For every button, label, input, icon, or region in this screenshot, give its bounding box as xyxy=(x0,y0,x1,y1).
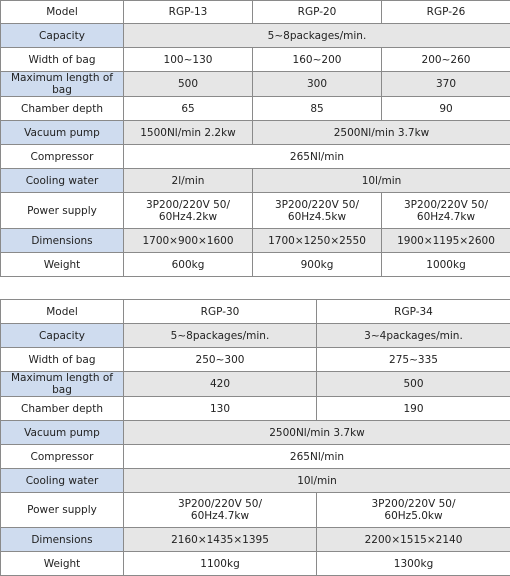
table-cell: 130 xyxy=(124,397,317,421)
table-cell: 200~260 xyxy=(382,48,510,72)
table-cell: 85 xyxy=(253,97,382,121)
spec-table-rgp-13-20-26 xyxy=(0,0,510,277)
table-cell: 3P200/220V 50/ 60Hz5.0kw xyxy=(317,493,510,528)
table-cell: 265Nl/min xyxy=(124,445,510,469)
table-cell: 600kg xyxy=(124,253,253,277)
table-cell: 10l/min xyxy=(124,469,510,493)
row-label-chamber-depth: Chamber depth xyxy=(1,97,124,121)
table-row xyxy=(1,469,510,493)
table-cell: 65 xyxy=(124,97,253,121)
row-label-compressor: Compressor xyxy=(1,445,124,469)
table-row xyxy=(1,48,510,72)
table-cell: 5~8packages/min. xyxy=(124,324,317,348)
table-cell: 500 xyxy=(124,72,253,97)
table-cell: 500 xyxy=(317,372,510,397)
table-cell: 265Nl/min xyxy=(124,145,510,169)
header-model-label: Model xyxy=(1,1,124,24)
row-label-chamber-depth: Chamber depth xyxy=(1,397,124,421)
table-cell: 2200×1515×2140 xyxy=(317,528,510,552)
table-row xyxy=(1,493,510,528)
table-cell: 1700×1250×2550 xyxy=(253,229,382,253)
row-label-power-supply: Power supply xyxy=(1,193,124,229)
table-cell: 2500Nl/min 3.7kw xyxy=(253,121,510,145)
table-cell: 10l/min xyxy=(253,169,510,193)
row-label-compressor: Compressor xyxy=(1,145,124,169)
header-model-rgp-13: RGP-13 xyxy=(124,1,253,24)
table-cell: 3~4packages/min. xyxy=(317,324,510,348)
table-cell: 3P200/220V 50/ 60Hz4.2kw xyxy=(124,193,253,229)
table-row xyxy=(1,324,510,348)
table-row xyxy=(1,528,510,552)
table-cell: 1000kg xyxy=(382,253,510,277)
table-header-row xyxy=(1,1,510,24)
table-cell: 900kg xyxy=(253,253,382,277)
table-cell: 100~130 xyxy=(124,48,253,72)
spec-table-rgp-30-34 xyxy=(0,299,510,576)
table-cell: 90 xyxy=(382,97,510,121)
row-label-capacity: Capacity xyxy=(1,24,124,48)
table-row xyxy=(1,397,510,421)
row-label-dimensions: Dimensions xyxy=(1,229,124,253)
header-model-rgp-30: RGP-30 xyxy=(124,300,317,324)
header-model-rgp-20: RGP-20 xyxy=(253,1,382,24)
table-cell: 190 xyxy=(317,397,510,421)
table-cell: 1500Nl/min 2.2kw xyxy=(124,121,253,145)
table-row xyxy=(1,72,510,97)
table-row xyxy=(1,24,510,48)
table-cell: 2160×1435×1395 xyxy=(124,528,317,552)
row-label-maximum-length-of-bag: Maximum length of bag xyxy=(1,372,124,397)
header-model-rgp-34: RGP-34 xyxy=(317,300,510,324)
table-row xyxy=(1,145,510,169)
row-label-weight: Weight xyxy=(1,253,124,277)
table-row xyxy=(1,421,510,445)
table-row xyxy=(1,193,510,229)
table-cell: 2l/min xyxy=(124,169,253,193)
row-label-power-supply: Power supply xyxy=(1,493,124,528)
capacity-value: 5~8packages/min. xyxy=(124,24,510,48)
table-cell: 420 xyxy=(124,372,317,397)
table-row xyxy=(1,97,510,121)
table-cell: 1900×1195×2600 xyxy=(382,229,510,253)
table-cell: 300 xyxy=(253,72,382,97)
header-model-rgp-26: RGP-26 xyxy=(382,1,510,24)
table-cell: 275~335 xyxy=(317,348,510,372)
row-label-maximum-length-of-bag: Maximum length of bag xyxy=(1,72,124,97)
table-row xyxy=(1,445,510,469)
table-row xyxy=(1,121,510,145)
row-label-capacity: Capacity xyxy=(1,324,124,348)
table-cell: 370 xyxy=(382,72,510,97)
table-cell: 3P200/220V 50/ 60Hz4.5kw xyxy=(253,193,382,229)
table-cell: 2500Nl/min 3.7kw xyxy=(124,421,510,445)
table-cell: 3P200/220V 50/ 60Hz4.7kw xyxy=(382,193,510,229)
table-row xyxy=(1,372,510,397)
table-cell: 250~300 xyxy=(124,348,317,372)
table-row xyxy=(1,348,510,372)
table-cell: 1700×900×1600 xyxy=(124,229,253,253)
header-model-label: Model xyxy=(1,300,124,324)
row-label-cooling-water: Cooling water xyxy=(1,169,124,193)
table-cell: 160~200 xyxy=(253,48,382,72)
row-label-width-of-bag: Width of bag xyxy=(1,48,124,72)
table-cell: 1300kg xyxy=(317,552,510,576)
table-row xyxy=(1,552,510,576)
row-label-cooling-water: Cooling water xyxy=(1,469,124,493)
row-label-weight: Weight xyxy=(1,552,124,576)
table-cell: 3P200/220V 50/ 60Hz4.7kw xyxy=(124,493,317,528)
table-row xyxy=(1,229,510,253)
table-row xyxy=(1,169,510,193)
table-header-row xyxy=(1,300,510,324)
row-label-dimensions: Dimensions xyxy=(1,528,124,552)
row-label-vacuum-pump: Vacuum pump xyxy=(1,421,124,445)
row-label-vacuum-pump: Vacuum pump xyxy=(1,121,124,145)
table-row xyxy=(1,253,510,277)
table-cell: 1100kg xyxy=(124,552,317,576)
row-label-width-of-bag: Width of bag xyxy=(1,348,124,372)
